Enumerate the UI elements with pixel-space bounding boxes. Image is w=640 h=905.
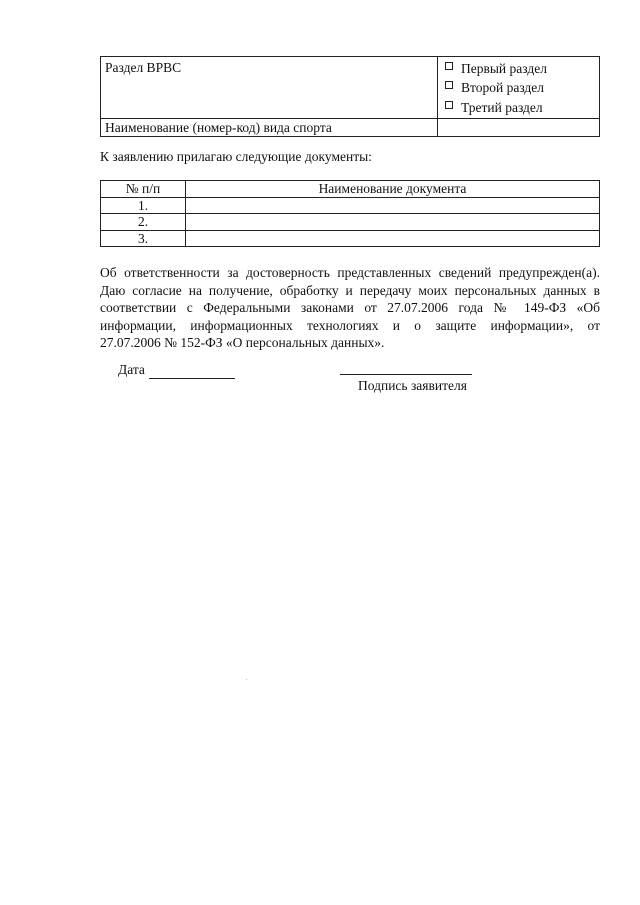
- row-document-name[interactable]: [186, 230, 600, 247]
- paragraph-line: соответствии с Федеральными законами от 27.07.2006 года № 149-ФЗ «Об: [100, 300, 600, 315]
- option-first-section[interactable]: [444, 59, 599, 79]
- documents-table: [100, 180, 600, 247]
- date-block: [118, 361, 235, 379]
- table-row: [101, 230, 600, 247]
- responsibility-paragraph: [100, 264, 600, 352]
- table-row: [101, 214, 600, 231]
- sport-value-cell[interactable]: [438, 119, 600, 137]
- table-header-row: [101, 181, 600, 198]
- table-row: [101, 197, 600, 214]
- option-label: Второй раздел: [461, 80, 545, 96]
- row-number: 1.: [101, 197, 186, 214]
- checkbox-icon[interactable]: [445, 101, 453, 109]
- paragraph-line: Об ответственности за достоверность представленных сведений предупрежден(а).: [100, 265, 600, 280]
- row-number: 3.: [101, 230, 186, 247]
- scan-speck: [246, 679, 247, 680]
- attach-text: К заявлению прилагаю следующие документы:: [100, 149, 372, 164]
- signature-label: Подпись заявителя: [358, 378, 467, 393]
- paragraph-line: 27.07.2006 № 152-ФЗ «О персональных данных».: [100, 335, 385, 350]
- header-document-name: Наименование документа: [186, 181, 600, 198]
- option-label: Третий раздел: [461, 99, 543, 115]
- checkbox-icon[interactable]: [445, 81, 453, 89]
- date-label: Дата: [118, 362, 145, 377]
- checkbox-icon[interactable]: [445, 62, 453, 70]
- section-options-cell: [438, 57, 600, 119]
- section-label: Раздел ВРВС: [105, 60, 182, 75]
- row-document-name[interactable]: [186, 214, 600, 231]
- option-third-section[interactable]: [444, 98, 599, 118]
- option-second-section[interactable]: [444, 79, 599, 99]
- date-input-line[interactable]: [149, 365, 235, 379]
- sport-label-cell: [101, 119, 438, 137]
- header-number: № п/п: [101, 181, 186, 198]
- signature-input-line[interactable]: [340, 374, 472, 375]
- paragraph-line: информации, информационных технологиях и о защите информации», от: [100, 317, 600, 333]
- row-document-name[interactable]: [186, 197, 600, 214]
- section-label-cell: [101, 57, 438, 119]
- option-label: Первый раздел: [461, 60, 547, 76]
- section-table: [100, 56, 600, 137]
- sport-label: Наименование (номер-код) вида спорта: [105, 120, 332, 135]
- paragraph-line: Даю согласие на получение, обработку и передачу моих персональных данных в: [100, 282, 600, 298]
- row-number: 2.: [101, 214, 186, 231]
